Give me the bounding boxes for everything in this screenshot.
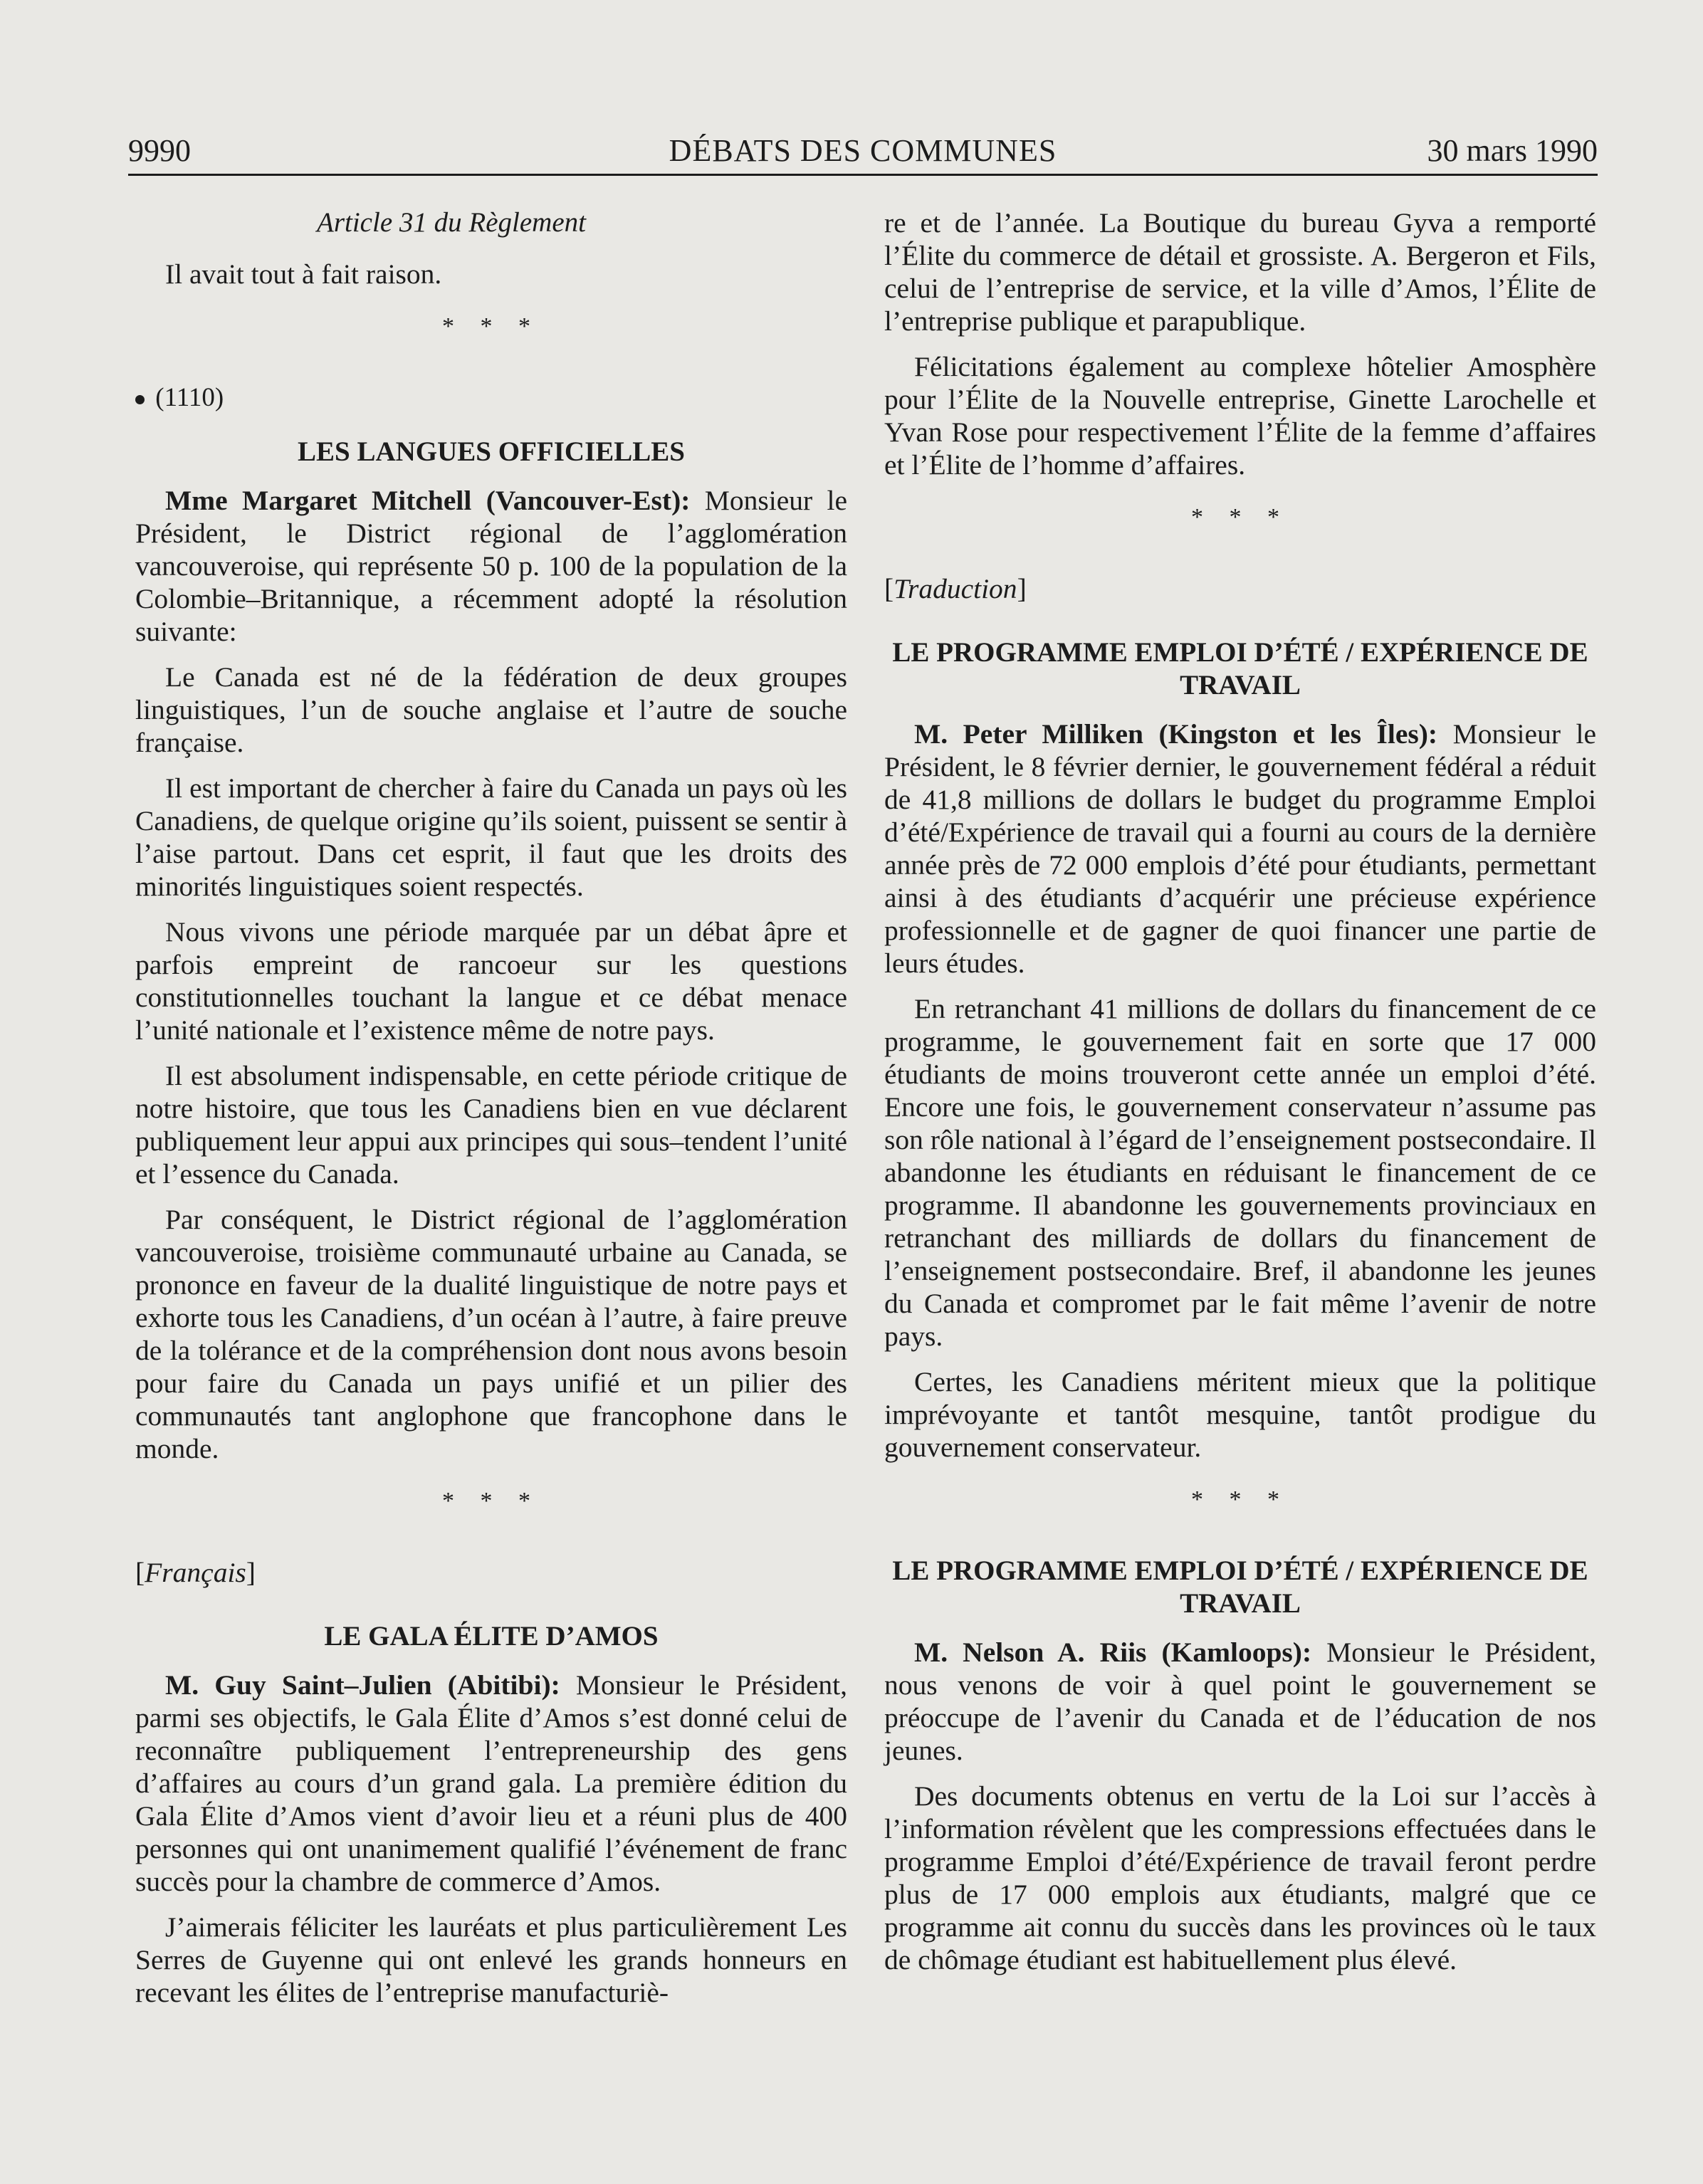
paragraph: J’aimerais féliciter les lauréats et plus particulièrement Les Serres de Guyenne qui ont enlevé les grands honneurs en recevant les élites de l’entreprise manufacturiè-: [135, 1911, 847, 2008]
paragraph: Il est important de chercher à faire du Canada un pays où les Canadiens, de quelque origine qu’ils soient, puissent se sentir à l’aise partout. Dans cet esprit, il faut que les droits des minorités linguistiques soient respectés.: [135, 772, 847, 902]
section-separator: * * *: [442, 1488, 540, 1514]
section-heading: LE PROGRAMME EMPLOI D’ÉTÉ / EXPÉRIENCE DE TRAVAIL: [892, 1555, 1588, 1619]
section-separator: * * *: [442, 313, 540, 340]
speaker-name: M. Guy Saint–Julien (Abitibi):: [165, 1669, 560, 1701]
section-heading: LE GALA ÉLITE D’AMOS: [324, 1621, 659, 1652]
bullet-icon: [135, 395, 145, 404]
page-date: 30 mars 1990: [1427, 133, 1598, 168]
page-header: [128, 128, 1598, 176]
page-number: 9990: [128, 133, 191, 168]
paragraph: Par conséquent, le District régional de l’agglomération vancouveroise, troisième communauté urbaine au Canada, se prononce en faveur de la dualité linguistique de notre pays et exhorte tous les Canadiens, d’un océan à l’autre, à faire preuve de la tolérance et de la compréhension dont nous avons besoin pour faire du Canada un pays unifié et un pilier des communautés tant anglophone que francophone dans le monde.: [135, 1204, 847, 1464]
opening-line: Il avait tout à fait raison.: [165, 258, 442, 290]
paragraph: Des documents obtenus en vertu de la Loi sur l’accès à l’information révèlent que les compressions effectuées dans le programme Emploi d’été/Expérience de travail feront perdre plus de 17 000 emplois aux étudiants, malgré que ce programme ait connu du succès dans les provinces où le taux de chômage étudiant est habituellement plus élevé.: [884, 1780, 1596, 1975]
speech-text: Monsieur le Président, nous venons de voir à quel point le gouvernement se préoccupe de l’avenir du Canada et de l’éducation de nos jeunes.: [884, 1637, 1597, 1766]
language-label: Traduction: [894, 573, 1017, 604]
section-heading: LE PROGRAMME EMPLOI D’ÉTÉ / EXPÉRIENCE DE TRAVAIL: [892, 637, 1588, 700]
paragraph: [135, 484, 847, 648]
paragraph: [884, 1636, 1596, 1767]
speech-text: Monsieur le Président, parmi ses objectifs, le Gala Élite d’Amos s’est donné celui de reconnaître publiquement l’entrepreneurship des gens d’affaires au cours d’un grand gala. La première édition du Gala Élite d’Amos vient d’avoir lieu et a réuni plus de 400 personnes qui ont unanimement qualifié l’événement de franc succès pour la chambre de commerce d’Amos.: [135, 1669, 847, 1897]
paragraph: Nous vivons une période marquée par un débat âpre et parfois empreint de rancoeur sur les questions constitutionnelles touchant la langue et ce débat menace l’unité nationale et l’existence même de notre pays.: [135, 916, 847, 1046]
right-column: [884, 206, 1596, 1989]
rule-label: Article 31 du Règlement: [317, 207, 586, 238]
paragraph-continued: re et de l’année. La Boutique du bureau Gyva a remporté l’Élite du commerce de détail et grossiste. A. Bergeron et Fils, celui de l’entreprise de service, et la ville d’Amos, l’Élite de l’entreprise publique et parapublique.: [884, 207, 1596, 337]
language-marker: [Français]: [135, 1557, 256, 1588]
speaker-name: Mme Margaret Mitchell (Vancouver-Est):: [165, 485, 691, 516]
paragraph: [135, 1669, 847, 1898]
publication-title: DÉBATS DES COMMUNES: [669, 133, 1057, 168]
time-marker: [135, 382, 847, 414]
language-label: Français: [145, 1557, 246, 1588]
section-heading: LES LANGUES OFFICIELLES: [297, 436, 685, 467]
paragraph: [884, 718, 1596, 980]
paragraph: Certes, les Canadiens méritent mieux que la politique imprévoyante et tantôt mesquine, tantôt prodigue du gouvernement conservateur.: [884, 1366, 1596, 1463]
left-column: [135, 206, 847, 2022]
time-stamp: (1110): [155, 383, 224, 412]
paragraph: Le Canada est né de la fédération de deux groupes linguistiques, l’un de souche anglaise et l’autre de souche française.: [135, 661, 847, 758]
paragraph: Félicitations également au complexe hôtelier Amosphère pour l’Élite de la Nouvelle entreprise, Ginette Larochelle et Yvan Rose pour respectivement l’Élite de la femme d’affaires et l’Élite de l’homme d’affaires.: [884, 351, 1596, 481]
speaker-name: M. Peter Milliken (Kingston et les Îles):: [914, 718, 1438, 750]
language-marker: [Traduction]: [884, 573, 1027, 604]
section-separator: * * *: [1191, 504, 1289, 530]
paragraph: Il est absolument indispensable, en cette période critique de notre histoire, que tous les Canadiens bien en vue déclarent publiquement leur appui aux principes qui sous–tendent l’unité et l’essence du Canada.: [135, 1060, 847, 1190]
speech-text: Monsieur le Président, le 8 février dernier, le gouvernement fédéral a réduit de 41,8 millions de dollars le budget du programme Emploi d’été/Expérience de travail qui a fourni au cours de la dernière année près de 72 000 emplois d’été pour étudiants, permettant ainsi à des étudiants d’acquérir une précieuse expérience professionnelle et de gagner de quoi financer une partie de leurs études.: [884, 718, 1596, 979]
speaker-name: M. Nelson A. Riis (Kamloops):: [914, 1637, 1312, 1668]
section-separator: * * *: [1191, 1486, 1289, 1513]
speech-text: Monsieur le Président, le District régional de l’agglomération vancouveroise, qui représente 50 p. 100 de la population de la Colombie–Britannique, a récemment adopté la résolution suivante:: [135, 485, 847, 647]
paragraph: En retranchant 41 millions de dollars du financement de ce programme, le gouvernement fait en sorte que 17 000 étudiants de moins trouveront cette année un emploi d’été. Encore une fois, le gouvernement conservateur n’assume pas son rôle national à l’égard de l’enseignement postsecondaire. Il abandonne les étudiants en réduisant le financement de ce programme. Il abandonne les gouvernements provinciaux en retranchant des milliards de dollars du financement de l’enseignement postsecondaire. Bref, il abandonne les jeunes du Canada et compromet par le fait même l’avenir de notre pays.: [884, 993, 1596, 1352]
